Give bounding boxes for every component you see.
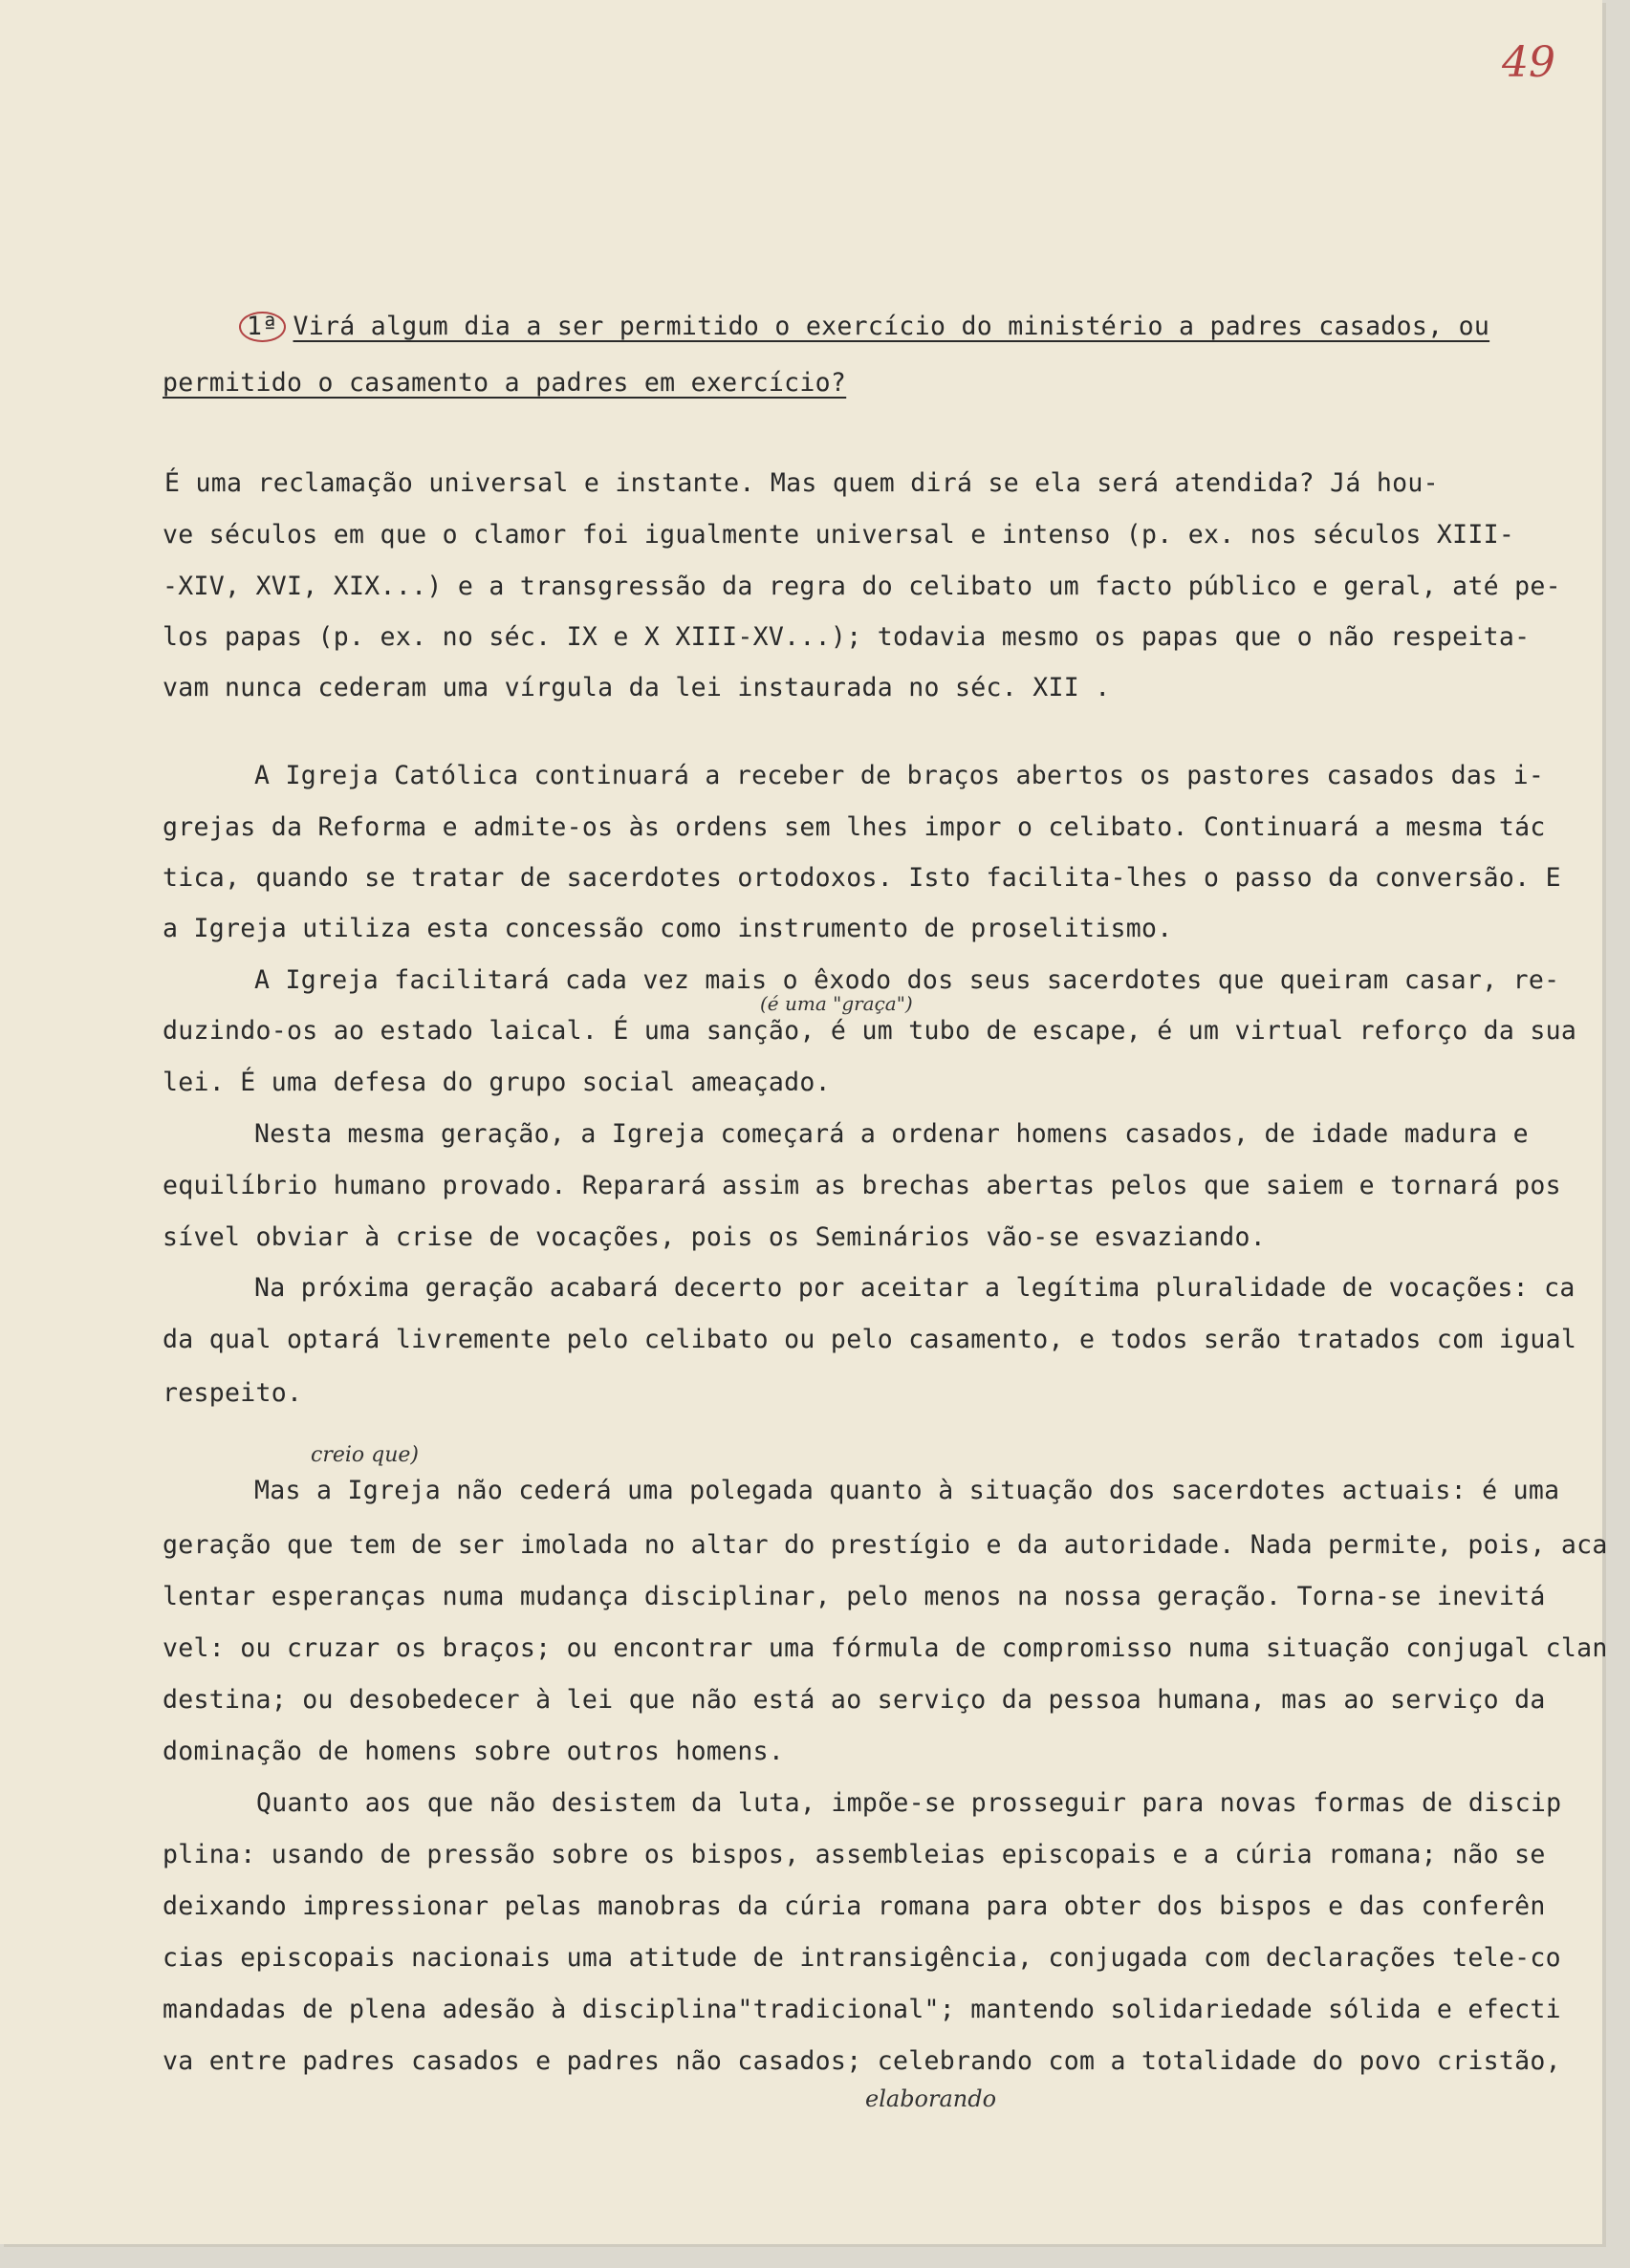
- paragraph-6-line: vel: ou cruzar os braços; ou encontrar uma fórmula de compromisso numa situação conjugal clan: [163, 1633, 1608, 1663]
- paragraph-3-line: A Igreja facilitará cada vez mais o êxodo dos seus sacerdotes que queiram casar, re-: [254, 965, 1560, 995]
- paragraph-1-line: los papas (p. ex. no séc. IX e X XIII-XV...); todavia mesmo os papas que o não respeita-: [163, 622, 1531, 652]
- paragraph-1-line: É uma reclamação universal e instante. Mas quem dirá se ela será atendida? Já hou-: [164, 468, 1439, 498]
- paragraph-5-line: Na próxima geração acabará decerto por aceitar a legítima pluralidade de vocações: ca: [254, 1273, 1576, 1303]
- paragraph-1-line: vam nunca cederam uma vírgula da lei instaurada no séc. XII .: [163, 673, 1111, 702]
- paragraph-4-line: sível obviar à crise de vocações, pois os Seminários vão-se esvaziando.: [163, 1222, 1267, 1252]
- paragraph-6-line: Mas a Igreja não cederá uma polegada quanto à situação dos sacerdotes actuais: é uma: [254, 1476, 1560, 1505]
- question-line-2: permitido o casamento a padres em exercício?: [163, 368, 847, 398]
- paragraph-4-line: Nesta mesma geração, a Igreja começará a ordenar homens casados, de idade madura e: [254, 1119, 1529, 1149]
- paragraph-6-line: destina; ou desobedecer à lei que não está ao serviço da pessoa humana, mas ao serviço da: [163, 1685, 1546, 1715]
- paragraph-2-line: a Igreja utiliza esta concessão como instrumento de proselitismo.: [163, 914, 1173, 943]
- paragraph-5-line: respeito.: [163, 1378, 303, 1408]
- paragraph-7-line: plina: usando de pressão sobre os bispos, assembleias episcopais e a cúria romana; não se: [163, 1840, 1546, 1869]
- question-text-1: Virá algum dia a ser permitido o exercício do ministério a padres casados, ou: [293, 312, 1490, 341]
- paragraph-7-line: mandadas de plena adesão à disciplina"tradicional"; mantendo solidariedade sólida e efecti: [163, 1995, 1561, 2024]
- paragraph-6-line: dominação de homens sobre outros homens.: [163, 1737, 785, 1766]
- paragraph-1-line: -XIV, XVI, XIX...) e a transgressão da regra do celibato um facto público e geral, até pe-: [163, 572, 1561, 601]
- question-line-1: [239, 312, 1489, 342]
- paragraph-6-line: geração que tem de ser imolada no altar do prestígio e da autoridade. Nada permite, pois, aca: [163, 1530, 1608, 1560]
- paragraph-5-line: da qual optará livremente pelo celibato ou pelo casamento, e todos serão tratados com igual: [163, 1325, 1577, 1354]
- paragraph-2-line: tica, quando se tratar de sacerdotes ortodoxos. Isto facilita-lhes o passo da conversão. E: [163, 863, 1561, 893]
- paragraph-3-line: duzindo-os ao estado laical. É uma sanção, é um tubo de escape, é um virtual reforço da sua: [163, 1016, 1577, 1046]
- handwritten-insertion-creio-que: creio que): [311, 1443, 419, 1467]
- paragraph-7-line: cias episcopais nacionais uma atitude de intransigência, conjugada com declarações tele-co: [163, 1943, 1561, 1973]
- paragraph-1-line: ve séculos em que o clamor foi igualmente universal e intenso (p. ex. nos séculos XIII-: [163, 520, 1515, 550]
- paragraph-7-line: deixando impressionar pelas manobras da cúria romana para obter dos bispos e das conferên: [163, 1891, 1546, 1921]
- paragraph-2-line: A Igreja Católica continuará a receber de braços abertos os pastores casados das i-: [254, 761, 1545, 790]
- paragraph-4-line: equilíbrio humano provado. Reparará assim as brechas abertas pelos que saiem e tornará pos: [163, 1171, 1561, 1200]
- handwritten-insertion-uma-graca: (é uma "graça"): [760, 992, 913, 1015]
- paragraph-6-line: lentar esperanças numa mudança disciplinar, pelo menos na nossa geração. Torna-se inevitá: [163, 1582, 1546, 1611]
- paragraph-7-line: Quanto aos que não desistem da luta, impõe-se prosseguir para novas formas de discip: [256, 1788, 1562, 1818]
- handwritten-correction-elaborando: elaborando: [865, 2085, 997, 2112]
- question-number: 1ª: [239, 312, 286, 342]
- paragraph-2-line: grejas da Reforma e admite-os às ordens sem lhes impor o celibato. Continuará a mesma tác: [163, 812, 1546, 842]
- paragraph-7-line: va entre padres casados e padres não casados; celebrando com a totalidade do povo cristão,: [163, 2046, 1561, 2076]
- page-number: 49: [1502, 38, 1555, 87]
- paragraph-3-line: lei. É uma defesa do grupo social ameaçado.: [163, 1068, 831, 1097]
